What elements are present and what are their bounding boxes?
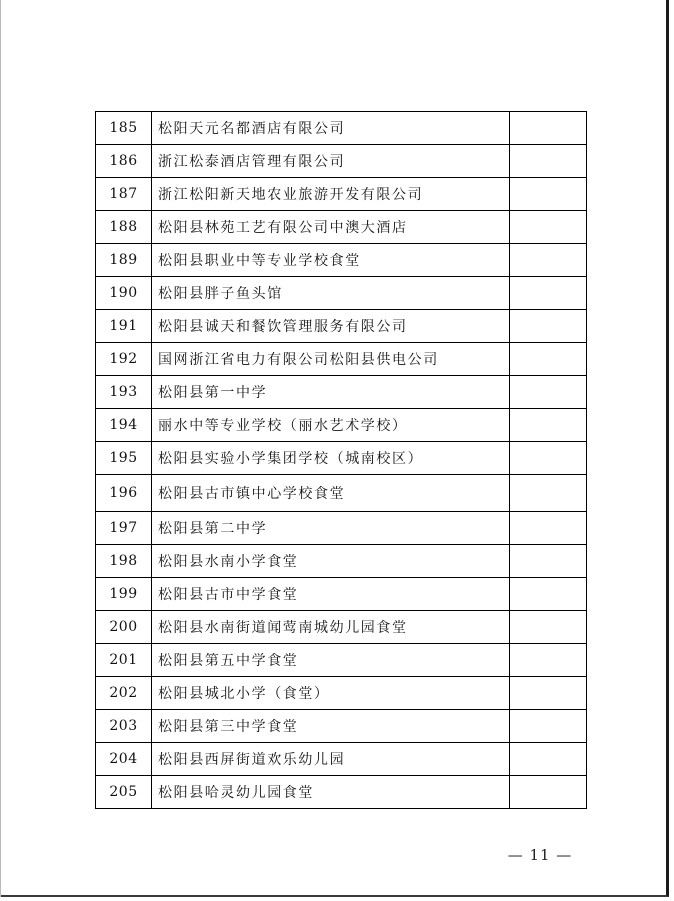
row-number: 203 bbox=[96, 710, 152, 743]
table-row bbox=[96, 644, 587, 677]
table-row bbox=[96, 578, 587, 611]
row-extra bbox=[510, 145, 587, 178]
row-extra bbox=[510, 409, 587, 442]
row-extra bbox=[510, 178, 587, 211]
row-number: 186 bbox=[96, 145, 152, 178]
table-row bbox=[96, 611, 587, 644]
row-extra bbox=[510, 211, 587, 244]
row-number: 190 bbox=[96, 277, 152, 310]
row-number: 204 bbox=[96, 743, 152, 776]
table-row bbox=[96, 211, 587, 244]
row-number: 195 bbox=[96, 442, 152, 475]
row-extra bbox=[510, 244, 587, 277]
row-name: 松阳县第三中学食堂 bbox=[152, 710, 510, 743]
row-extra bbox=[510, 310, 587, 343]
row-number: 196 bbox=[96, 475, 152, 512]
row-name: 松阳县诚天和餐饮管理服务有限公司 bbox=[152, 310, 510, 343]
table-row bbox=[96, 545, 587, 578]
row-number: 194 bbox=[96, 409, 152, 442]
table-row bbox=[96, 376, 587, 409]
table-row bbox=[96, 710, 587, 743]
row-number: 198 bbox=[96, 545, 152, 578]
table-row bbox=[96, 442, 587, 475]
row-extra bbox=[510, 442, 587, 475]
table-row bbox=[96, 409, 587, 442]
row-number: 199 bbox=[96, 578, 152, 611]
row-name: 松阳县第五中学食堂 bbox=[152, 644, 510, 677]
row-name: 松阳县水南街道闻莺南城幼儿园食堂 bbox=[152, 611, 510, 644]
row-name: 松阳县第二中学 bbox=[152, 512, 510, 545]
row-name: 松阳县哈灵幼儿园食堂 bbox=[152, 776, 510, 809]
row-extra bbox=[510, 475, 587, 512]
row-extra bbox=[510, 578, 587, 611]
row-name: 浙江松阳新天地农业旅游开发有限公司 bbox=[152, 178, 510, 211]
row-extra bbox=[510, 112, 587, 145]
row-number: 197 bbox=[96, 512, 152, 545]
row-number: 191 bbox=[96, 310, 152, 343]
row-name: 浙江松泰酒店管理有限公司 bbox=[152, 145, 510, 178]
row-name: 松阳县古市中学食堂 bbox=[152, 578, 510, 611]
table-row bbox=[96, 677, 587, 710]
row-number: 202 bbox=[96, 677, 152, 710]
row-name: 松阳县古市镇中心学校食堂 bbox=[152, 475, 510, 512]
row-number: 189 bbox=[96, 244, 152, 277]
row-extra bbox=[510, 743, 587, 776]
row-number: 200 bbox=[96, 611, 152, 644]
row-number: 188 bbox=[96, 211, 152, 244]
row-name: 松阳县西屏街道欢乐幼儿园 bbox=[152, 743, 510, 776]
row-name: 松阳县职业中等专业学校食堂 bbox=[152, 244, 510, 277]
table-row bbox=[96, 310, 587, 343]
row-name: 松阳县水南小学食堂 bbox=[152, 545, 510, 578]
row-name: 丽水中等专业学校（丽水艺术学校） bbox=[152, 409, 510, 442]
row-number: 187 bbox=[96, 178, 152, 211]
row-name: 松阳县林苑工艺有限公司中澳大酒店 bbox=[152, 211, 510, 244]
row-number: 193 bbox=[96, 376, 152, 409]
row-name: 松阳天元名都酒店有限公司 bbox=[152, 112, 510, 145]
row-name: 松阳县城北小学（食堂） bbox=[152, 677, 510, 710]
row-extra bbox=[510, 677, 587, 710]
row-extra bbox=[510, 277, 587, 310]
row-number: 185 bbox=[96, 112, 152, 145]
table-row bbox=[96, 178, 587, 211]
row-extra bbox=[510, 644, 587, 677]
table-row bbox=[96, 277, 587, 310]
row-extra bbox=[510, 512, 587, 545]
table-row bbox=[96, 776, 587, 809]
row-number: 192 bbox=[96, 343, 152, 376]
page-edge bbox=[0, 0, 1, 897]
row-name: 松阳县第一中学 bbox=[152, 376, 510, 409]
row-extra bbox=[510, 611, 587, 644]
row-number: 205 bbox=[96, 776, 152, 809]
row-name: 松阳县实验小学集团学校（城南校区） bbox=[152, 442, 510, 475]
table-row bbox=[96, 743, 587, 776]
row-name: 国网浙江省电力有限公司松阳县供电公司 bbox=[152, 343, 510, 376]
row-number: 201 bbox=[96, 644, 152, 677]
table-row bbox=[96, 343, 587, 376]
table-row bbox=[96, 112, 587, 145]
row-extra bbox=[510, 710, 587, 743]
row-extra bbox=[510, 343, 587, 376]
table-row bbox=[96, 512, 587, 545]
table-row bbox=[96, 475, 587, 512]
records-table-body bbox=[96, 112, 587, 809]
row-name: 松阳县胖子鱼头馆 bbox=[152, 277, 510, 310]
page-number: — 11 — bbox=[507, 846, 573, 864]
row-extra bbox=[510, 376, 587, 409]
row-extra bbox=[510, 545, 587, 578]
table-row bbox=[96, 145, 587, 178]
records-table bbox=[95, 111, 587, 809]
table-row bbox=[96, 244, 587, 277]
row-extra bbox=[510, 776, 587, 809]
